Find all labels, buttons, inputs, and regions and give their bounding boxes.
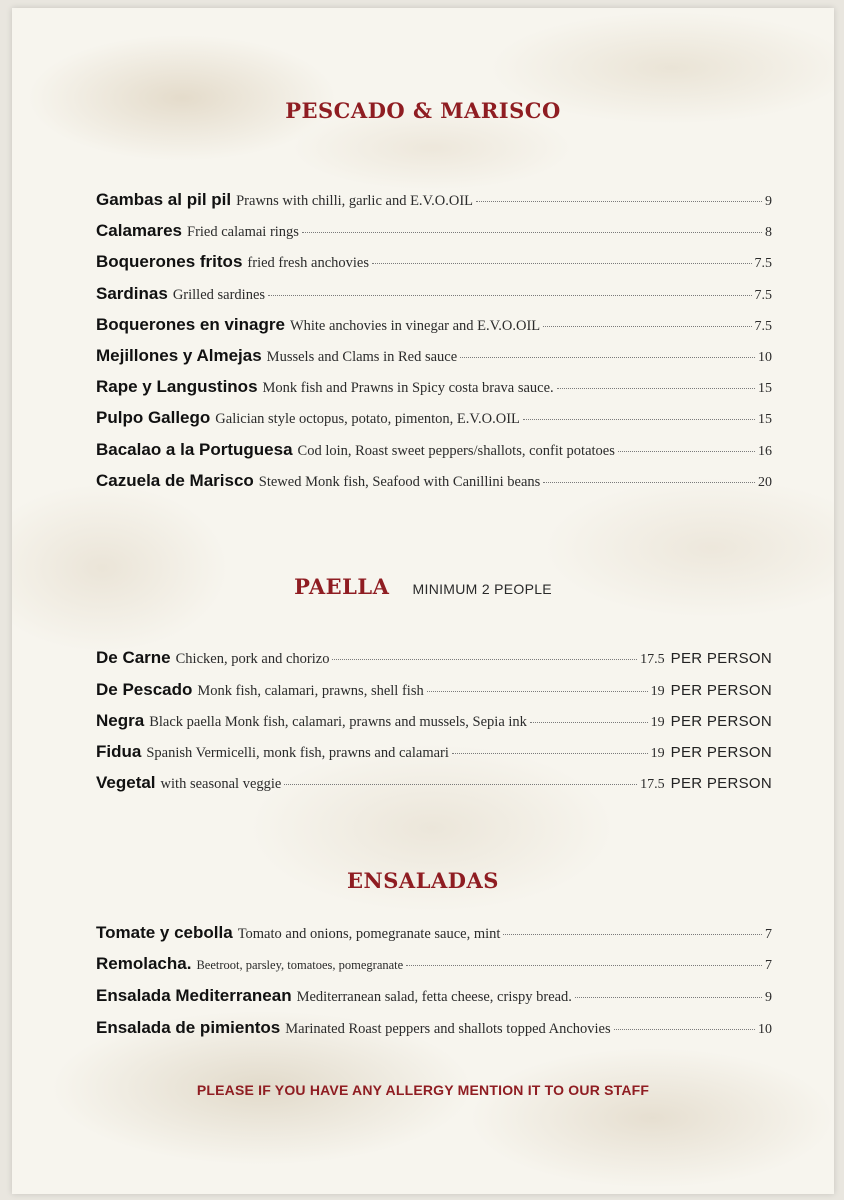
item-price: 7 (765, 958, 772, 973)
item-price: 16 (758, 444, 772, 459)
dot-leader (452, 753, 648, 754)
menu-item (96, 711, 772, 735)
dot-leader (372, 263, 752, 264)
price-unit: PER PERSON (670, 682, 772, 699)
item-price: 19 (650, 715, 665, 730)
item-price: 17.5 (640, 777, 665, 792)
menu-item (96, 346, 772, 370)
menu-item (96, 377, 772, 401)
item-name: Bacalao a la Portuguesa (96, 440, 293, 459)
dot-leader (543, 482, 755, 483)
item-price: 7 (765, 927, 772, 942)
menu-item (96, 648, 772, 672)
dot-leader (332, 659, 637, 660)
item-description: Cod loin, Roast sweet peppers/shallots, confit potatoes (297, 443, 615, 459)
item-name: Fidua (96, 742, 142, 761)
item-name: Ensalada Mediterranean (96, 986, 292, 1005)
item-price: 17.5 (640, 652, 665, 667)
item-name: Boquerones fritos (96, 252, 243, 271)
item-price: 9 (765, 990, 772, 1005)
item-name: Tomate y cebolla (96, 923, 233, 942)
menu-item (96, 773, 772, 797)
item-description: Marinated Roast peppers and shallots topped Anchovies (285, 1021, 611, 1037)
item-name: Mejillones y Almejas (96, 346, 262, 365)
paella-header (12, 574, 834, 599)
item-description: Black paella Monk fish, calamari, prawns and mussels, Sepia ink (149, 714, 527, 730)
menu-item (96, 742, 772, 766)
item-description: Monk fish, calamari, prawns, shell fish (197, 683, 424, 699)
item-name: De Carne (96, 648, 171, 667)
dot-leader (476, 201, 762, 202)
item-price: 10 (758, 350, 772, 365)
item-description: Mussels and Clams in Red sauce (266, 349, 458, 365)
item-name: Remolacha. (96, 954, 192, 973)
item-price: 20 (758, 475, 772, 490)
dot-leader (460, 357, 755, 358)
item-price: 7.5 (754, 319, 772, 334)
menu-item (96, 954, 772, 978)
item-description: Chicken, pork and chorizo (175, 651, 330, 667)
section-title-ensaladas: ENSALADAS (347, 868, 499, 893)
allergy-notice: PLEASE IF YOU HAVE ANY ALLERGY MENTION IT TO OUR STAFF (196, 1082, 650, 1098)
menu-item (96, 252, 772, 276)
item-name: Calamares (96, 221, 183, 240)
price-unit: PER PERSON (670, 775, 772, 792)
item-description: Tomato and onions, pomegranate sauce, mint (237, 926, 501, 942)
menu-page (12, 8, 834, 1194)
menu-item (96, 315, 772, 339)
dot-leader (543, 326, 751, 327)
item-name: Cazuela de Marisco (96, 471, 254, 490)
dot-leader (523, 419, 755, 420)
menu-item (96, 284, 772, 308)
item-name: Sardinas (96, 284, 168, 303)
price-unit: PER PERSON (670, 650, 772, 667)
item-price: 15 (758, 412, 772, 427)
menu-item (96, 440, 772, 464)
item-description: Stewed Monk fish, Seafood with Canillini beans (258, 474, 541, 490)
item-name: Pulpo Gallego (96, 408, 211, 427)
dot-leader (614, 1029, 755, 1030)
menu-item (96, 471, 772, 495)
section-title-pescado: PESCADO & MARISCO (285, 98, 561, 123)
item-price: 7.5 (754, 256, 772, 271)
menu-item (96, 986, 772, 1010)
dot-leader (618, 451, 755, 452)
item-name: Boquerones en vinagre (96, 315, 285, 334)
item-description: fried fresh anchovies (247, 255, 369, 271)
item-description: Beetroot, parsley, tomatoes, pomegranate (196, 958, 404, 972)
item-description: with seasonal veggie (160, 776, 282, 792)
menu-item (96, 221, 772, 245)
item-price: 9 (765, 194, 772, 209)
dot-leader (530, 722, 648, 723)
menu-item (96, 190, 772, 214)
menu-item (96, 408, 772, 432)
item-name: Negra (96, 711, 145, 730)
item-name: Vegetal (96, 773, 156, 792)
paella-subtitle: MINIMUM 2 PEOPLE (412, 581, 552, 597)
dot-leader (427, 691, 648, 692)
dot-leader (302, 232, 762, 233)
dot-leader (557, 388, 755, 389)
item-description: Mediterranean salad, fetta cheese, crispy bread. (296, 989, 572, 1005)
price-unit: PER PERSON (670, 744, 772, 761)
menu-item (96, 1018, 772, 1042)
item-name: Gambas al pil pil (96, 190, 232, 209)
item-name: Ensalada de pimientos (96, 1018, 281, 1037)
item-description: Prawns with chilli, garlic and E.V.O.OIL (236, 193, 474, 209)
dot-leader (284, 784, 637, 785)
item-description: White anchovies in vinegar and E.V.O.OIL (289, 318, 541, 334)
item-description: Galician style octopus, potato, pimenton, E.V.O.OIL (215, 411, 520, 427)
dot-leader (575, 997, 762, 998)
item-price: 19 (650, 684, 665, 699)
price-unit: PER PERSON (670, 713, 772, 730)
item-price: 7.5 (754, 288, 772, 303)
item-description: Spanish Vermicelli, monk fish, prawns and calamari (146, 745, 449, 761)
dot-leader (268, 295, 751, 296)
item-description: Monk fish and Prawns in Spicy costa brava sauce. (262, 380, 554, 396)
dot-leader (503, 934, 762, 935)
item-price: 8 (765, 225, 772, 240)
menu-item (96, 680, 772, 704)
item-name: Rape y Langustinos (96, 377, 258, 396)
menu-item (96, 923, 772, 947)
item-description: Grilled sardines (172, 287, 266, 303)
item-price: 10 (758, 1022, 772, 1037)
section-title-paella: PAELLA (294, 574, 390, 599)
item-price: 19 (650, 746, 665, 761)
dot-leader (406, 965, 762, 966)
item-name: De Pescado (96, 680, 193, 699)
item-price: 15 (758, 381, 772, 396)
item-description: Fried calamai rings (187, 224, 299, 240)
